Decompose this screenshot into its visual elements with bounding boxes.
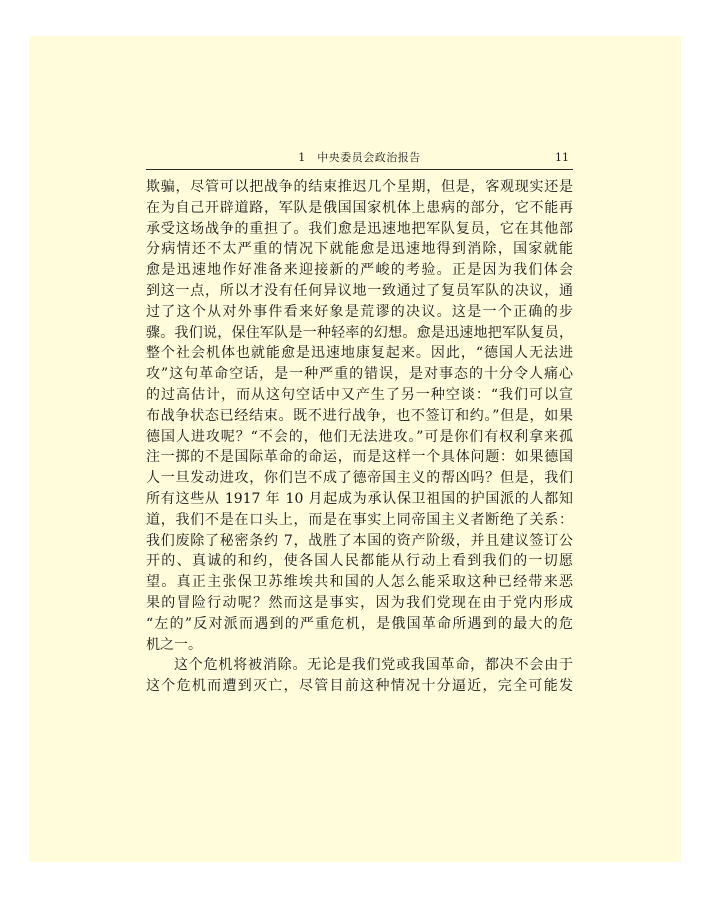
text-line: 欺骗，尽管可以把战争的结束推迟几个星期，但是，客观现实还是 [146, 179, 573, 195]
text-line: 在为自己开辟道路，军队是俄国国家机体上患病的部分，它不能再 [146, 199, 573, 216]
text-line: 这个危机而遭到灭亡，尽管目前这种情况十分逼近，完全可能发 [146, 678, 573, 695]
body-text [146, 177, 573, 697]
text-line: 道，我们不是在口头上，而是在事实上同帝国主义者断绝了关系： [146, 511, 573, 528]
text-line: 承受这场战争的重担了。我们愈是迅速地把军队复员，它在其他部 [146, 220, 573, 237]
text-line: 所有这些从 1917 年 10 月起成为承认保卫祖国的护国派的人都知 [146, 490, 573, 507]
text-line: 人一旦发动进攻，你们岂不成了德帝国主义的帮凶吗？但是，我们 [146, 470, 573, 487]
text-line: “左的”反对派而遇到的严重危机，是俄国革命所遇到的最大的危 [146, 615, 573, 632]
text-line: 德国人进攻呢？“不会的，他们无法进攻。”可是你们有权利拿来孤 [146, 428, 573, 445]
text-line: 分病情还不太严重的情况下就能愈是迅速地得到消除，国家就能 [146, 241, 573, 258]
text-line: 注一掷的不是国际革命的命运，而是这样一个具体问题：如果德国 [146, 449, 573, 466]
page-number: 11 [555, 151, 569, 164]
text-line: 到这一点，所以才没有任何异议地一致通过了复员军队的决议，通 [146, 282, 573, 299]
text-line: 开的、真诚的和约，使各国人民都能从行动上看到我们的一切愿 [146, 553, 573, 570]
text-line: 布战争状态已经结束。既不进行战争，也不签订和约。”但是，如果 [146, 407, 573, 424]
text-line: 骤。我们说，保住军队是一种轻率的幻想。愈是迅速地把军队复员， [146, 324, 573, 341]
text-line: 愈是迅速地作好准备来迎接新的严峻的考验。正是因为我们体会 [146, 262, 573, 279]
text-line: 望。真正主张保卫苏维埃共和国的人怎么能采取这种已经带来恶 [146, 574, 573, 591]
text-line: 过了这个从对外事件看来好象是荒谬的决议。这是一个正确的步 [146, 303, 573, 320]
running-header [146, 150, 573, 166]
text-line: 我们废除了秘密条约 7，战胜了本国的资产阶级，并且建议签订公 [146, 532, 573, 549]
running-title: 1 中央委员会政治报告 [298, 151, 421, 164]
text-line: 机之一。 [146, 636, 202, 653]
text-line: 攻”这句革命空话，是一种严重的错误，是对事态的十分令人痛心 [146, 366, 573, 383]
text-line: 这个危机将被消除。无论是我们党或我国革命，都决不会由于 [174, 657, 573, 674]
header-rule [146, 169, 573, 170]
text-line: 整个社会机体也就能愈是迅速地康复起来。因此，“德国人无法进 [146, 345, 573, 362]
text-line: 果的冒险行动呢？然而这是事实，因为我们党现在由于党内形成 [146, 594, 573, 611]
text-line: 的过高估计，而从这句空话中又产生了另一种空谈：“我们可以宣 [146, 386, 573, 403]
